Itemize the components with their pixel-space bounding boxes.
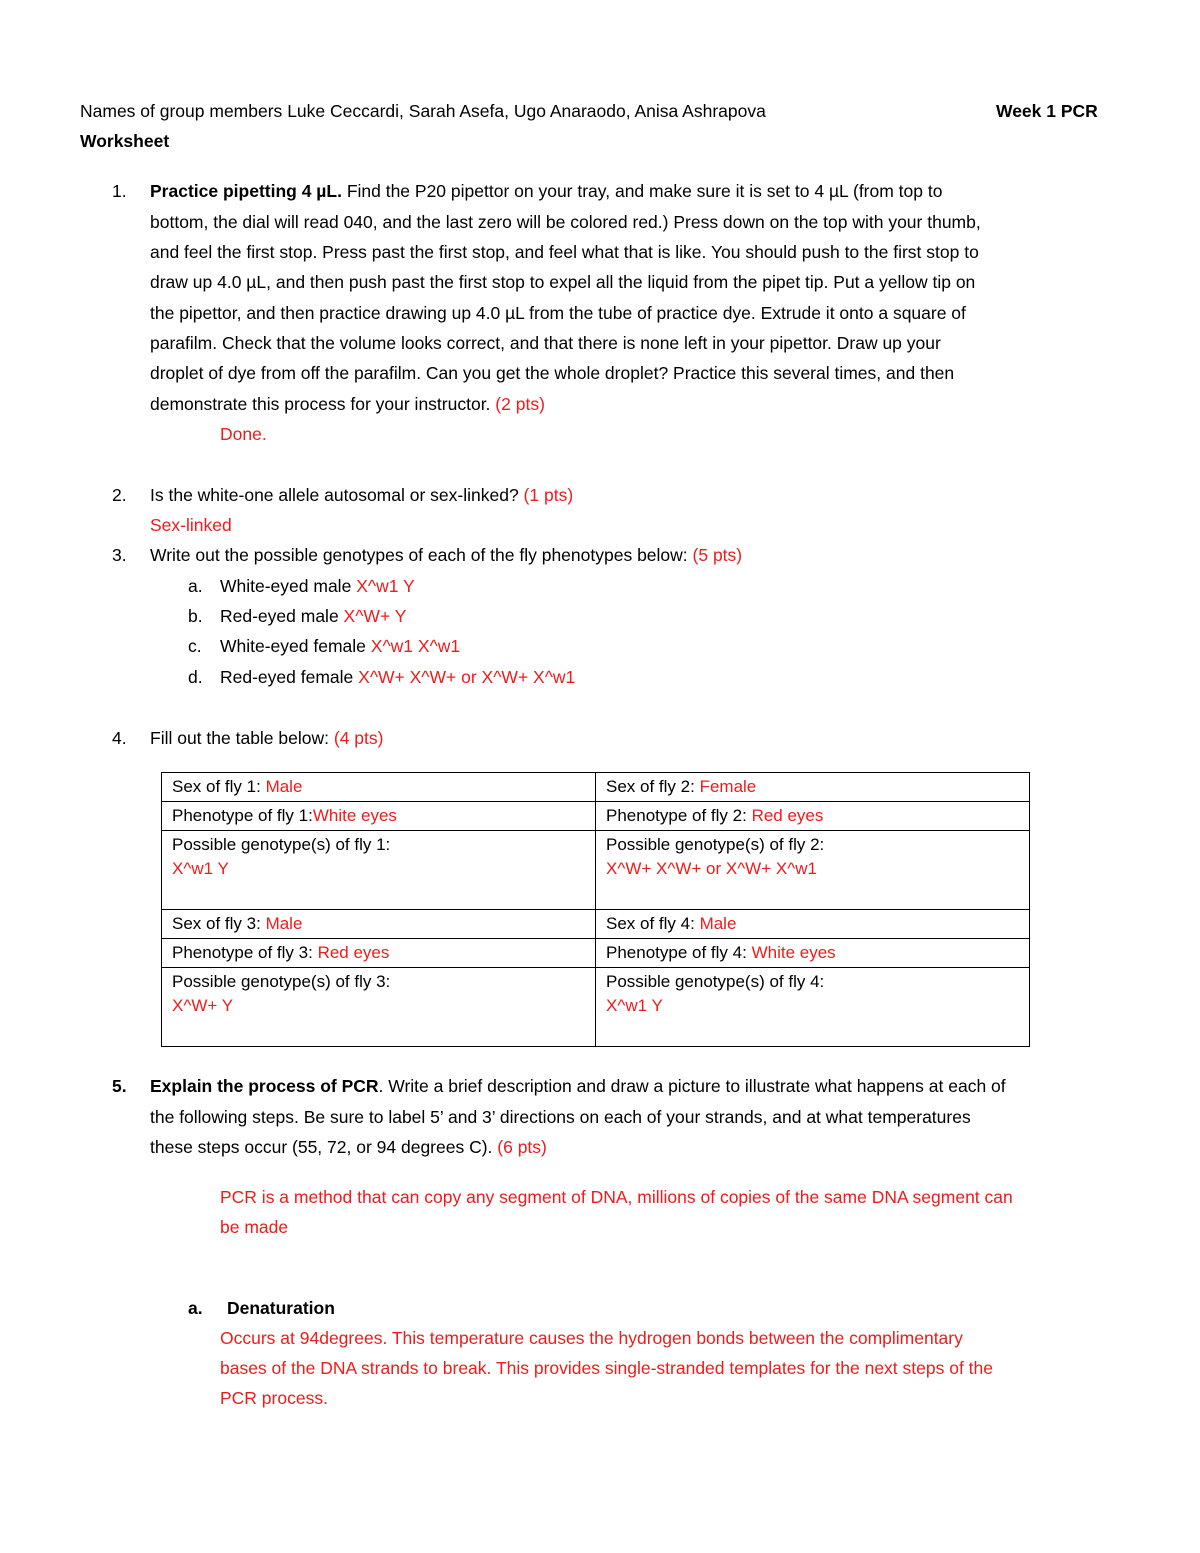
- cell-label: Sex of fly 3:: [172, 914, 261, 933]
- question-4-line: [150, 728, 1110, 749]
- cell-answer: X^w1 Y: [606, 996, 663, 1015]
- table-cell: [162, 968, 596, 1047]
- answer-text: Occurs at 94degrees. This temperature causes the hydrogen bonds between the complimentary: [220, 1328, 963, 1348]
- question-text: draw up 4.0 µL, and then push past the first stop to expel all the liquid from the pipet tip. Put a yellow tip on: [150, 272, 976, 292]
- list-item: [220, 606, 406, 627]
- question-1-line-8: [150, 394, 1110, 415]
- points-label: (1 pts): [523, 485, 574, 505]
- cell-answer: Male: [699, 914, 737, 933]
- table-cell: [162, 910, 596, 939]
- question-number: 1.: [112, 181, 127, 201]
- question-text: demonstrate this process for your instructor.: [150, 394, 491, 414]
- item-letter: c.: [188, 636, 202, 656]
- subsection-heading: Denaturation: [227, 1298, 335, 1318]
- question-text: Find the P20 pipettor on your tray, and make sure it is set to 4 µL (from top to: [346, 181, 943, 201]
- answer-text: X^W+ X^W+ or X^W+ X^w1: [358, 667, 576, 687]
- question-heading: Practice pipetting 4 µL.: [150, 181, 342, 201]
- question-2-line: [150, 485, 1110, 506]
- question-number: 3.: [112, 545, 127, 565]
- points-label: (6 pts): [497, 1137, 547, 1157]
- group-members-line: [80, 101, 766, 122]
- table-cell: [596, 939, 1030, 968]
- table-cell: [596, 831, 1030, 910]
- answer-text: X^W+ Y: [343, 606, 407, 626]
- answer-text: X^w1 Y: [356, 576, 415, 596]
- cell-label: Sex of fly 1:: [172, 777, 261, 796]
- phenotype-label: Red-eyed female: [220, 667, 354, 687]
- names-label: Names of group members: [80, 101, 283, 121]
- cell-label: Phenotype of fly 3:: [172, 943, 313, 962]
- question-text: . Write a brief description and draw a picture to illustrate what happens at each of: [378, 1076, 1006, 1096]
- cell-answer: White eyes: [312, 806, 397, 825]
- table-cell: [162, 939, 596, 968]
- fly-table: [161, 772, 1030, 1047]
- question-text: Fill out the table below:: [150, 728, 329, 748]
- cell-answer: Red eyes: [751, 806, 824, 825]
- cell-answer: White eyes: [751, 943, 836, 962]
- cell-answer: X^w1 Y: [172, 859, 229, 878]
- question-number: 2.: [112, 485, 127, 505]
- table-cell: [162, 802, 596, 831]
- group-member-names: Luke Ceccardi, Sarah Asefa, Ugo Anaraodo, Anisa Ashrapova: [287, 101, 766, 121]
- list-item: [220, 636, 460, 657]
- question-text: these steps occur (55, 72, or 94 degrees C).: [150, 1137, 493, 1157]
- question-text: bottom, the dial will read 040, and the last zero will be colored red.) Press down on the top with your thumb,: [150, 212, 981, 232]
- answer-text: PCR process.: [220, 1388, 328, 1408]
- cell-answer: Red eyes: [317, 943, 390, 962]
- table-cell: [596, 968, 1030, 1047]
- cell-label: Phenotype of fly 1:: [172, 806, 313, 825]
- answer-text: Sex-linked: [150, 515, 232, 535]
- phenotype-label: White-eyed female: [220, 636, 366, 656]
- table-cell: [596, 773, 1030, 802]
- question-1-line-1: [150, 181, 1110, 202]
- cell-label: Possible genotype(s) of fly 4:: [606, 972, 825, 991]
- table-cell: [162, 831, 596, 910]
- points-label: (2 pts): [495, 394, 545, 414]
- question-3-line: [150, 545, 1110, 566]
- cell-answer: Male: [265, 777, 303, 796]
- item-letter: b.: [188, 606, 203, 626]
- answer-text: X^w1 X^w1: [370, 636, 461, 656]
- cell-label: Sex of fly 2:: [606, 777, 695, 796]
- week-label: Week 1 PCR: [996, 101, 1098, 121]
- question-number: 4.: [112, 728, 127, 748]
- cell-label: Phenotype of fly 2:: [606, 806, 747, 825]
- question-heading: Explain the process of PCR: [150, 1076, 379, 1096]
- answer-text: be made: [220, 1217, 289, 1237]
- cell-label: Possible genotype(s) of fly 1:: [172, 835, 391, 854]
- table-cell: [596, 802, 1030, 831]
- points-label: (5 pts): [692, 545, 743, 565]
- cell-answer: Female: [699, 777, 757, 796]
- cell-answer: X^W+ Y: [172, 996, 234, 1015]
- points-label: (4 pts): [333, 728, 384, 748]
- phenotype-label: Red-eyed male: [220, 606, 339, 626]
- item-letter: a.: [188, 1298, 203, 1318]
- question-text: Is the white-one allele autosomal or sex-linked?: [150, 485, 519, 505]
- cell-answer: X^W+ X^W+ or X^W+ X^w1: [606, 859, 817, 878]
- cell-label: Possible genotype(s) of fly 3:: [172, 972, 391, 991]
- item-letter: d.: [188, 667, 203, 687]
- question-text: Write out the possible genotypes of each of the fly phenotypes below:: [150, 545, 688, 565]
- question-text: and feel the first stop. Press past the first stop, and feel what that is like. You should push to the first stop to: [150, 242, 979, 262]
- cell-label: Possible genotype(s) of fly 2:: [606, 835, 825, 854]
- table-cell: [162, 773, 596, 802]
- answer-text: bases of the DNA strands to break. This provides single-stranded templates for the next steps of the: [220, 1358, 994, 1378]
- question-text: the following steps. Be sure to label 5’ and 3’ directions on each of your strands, and at what temperatures: [150, 1107, 971, 1127]
- question-number: 5.: [112, 1076, 127, 1096]
- list-item: [220, 576, 415, 597]
- answer-text: Done.: [220, 424, 267, 444]
- list-item: [220, 667, 575, 688]
- table-cell: [596, 910, 1030, 939]
- answer-text: PCR is a method that can copy any segment of DNA, millions of copies of the same DNA segment can: [220, 1187, 1013, 1207]
- question-text: parafilm. Check that the volume looks correct, and that there is none left in your pipettor. Draw up your: [150, 333, 941, 353]
- question-text: the pipettor, and then practice drawing up 4.0 µL from the tube of practice dye. Extrude it onto a square of: [150, 303, 966, 323]
- item-letter: a.: [188, 576, 203, 596]
- cell-label: Sex of fly 4:: [606, 914, 695, 933]
- question-text: droplet of dye from off the parafilm. Can you get the whole droplet? Practice this several times, and then: [150, 363, 955, 383]
- cell-label: Phenotype of fly 4:: [606, 943, 747, 962]
- page-title: Worksheet: [80, 131, 170, 151]
- question-5-line-1: [150, 1076, 1110, 1097]
- cell-answer: Male: [265, 914, 303, 933]
- question-5-line-3: [150, 1137, 1110, 1158]
- phenotype-label: White-eyed male: [220, 576, 352, 596]
